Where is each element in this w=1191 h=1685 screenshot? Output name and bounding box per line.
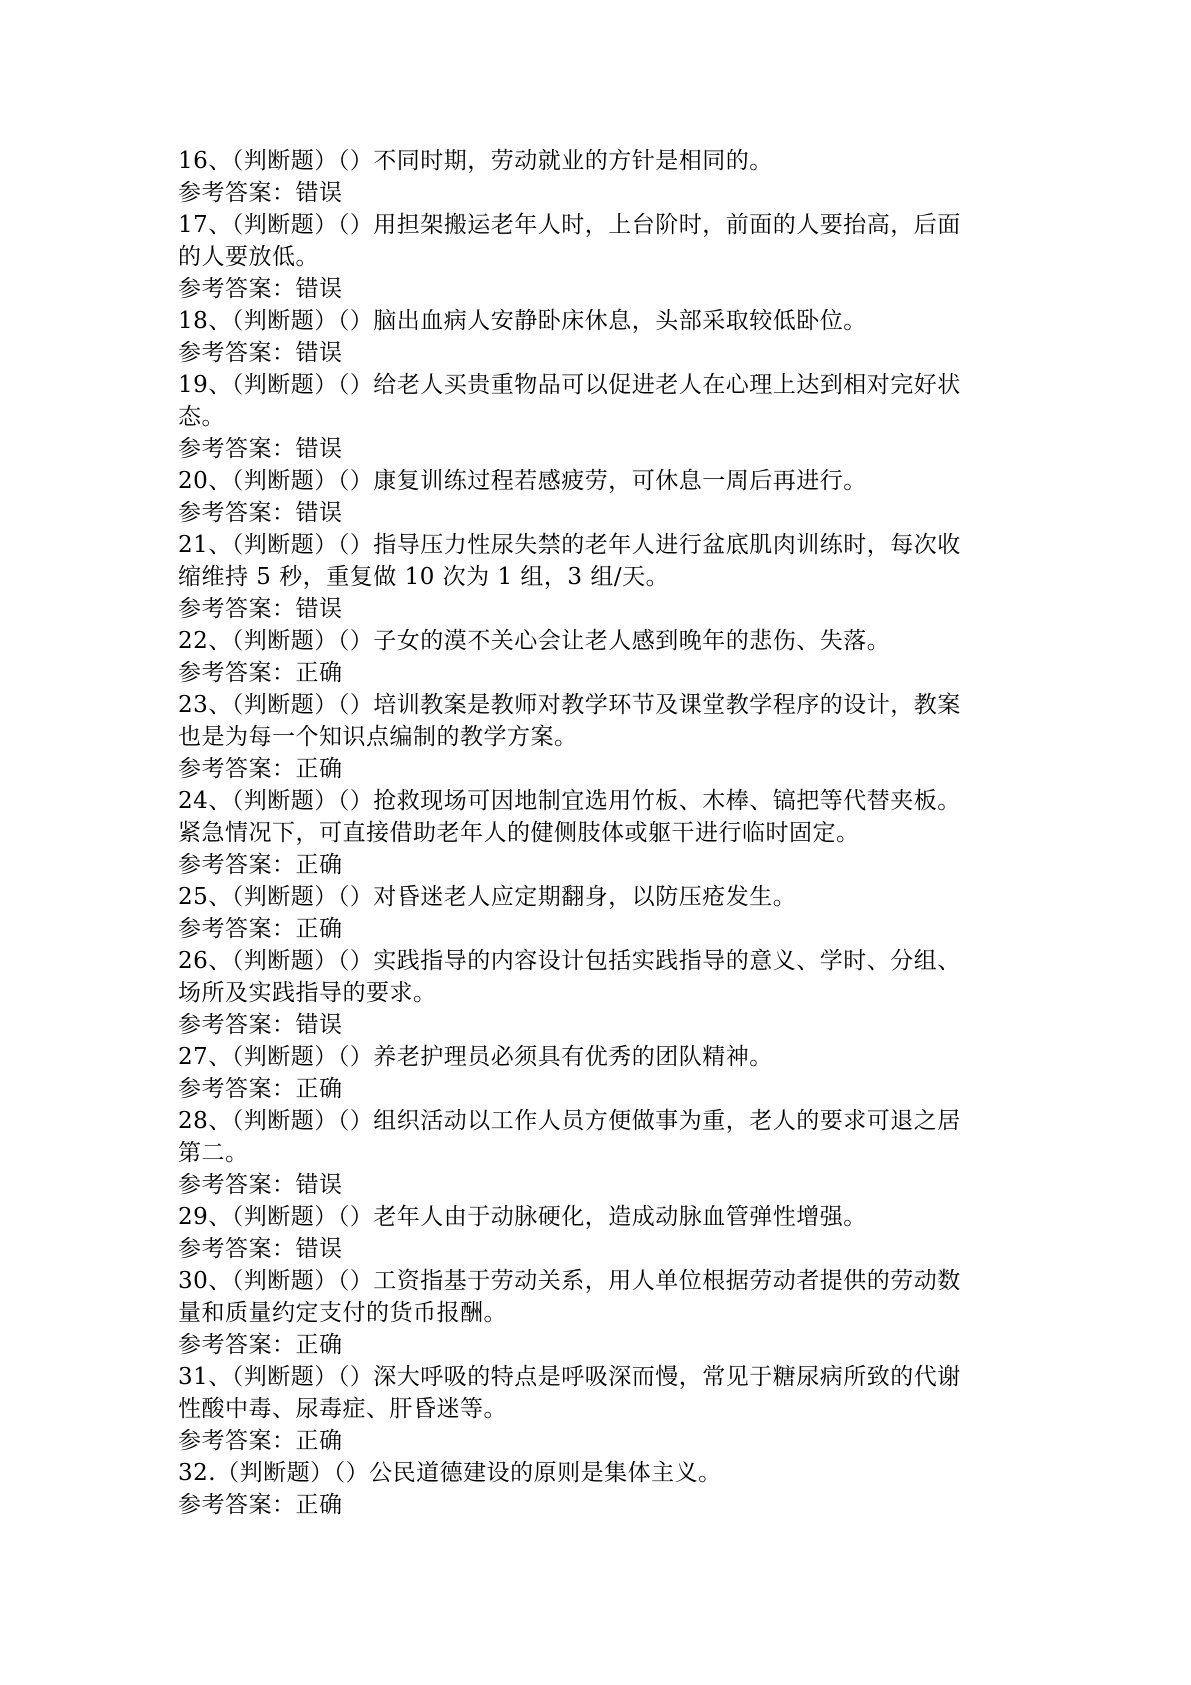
- question-text-line: 25、（判断题）（）对昏迷老人应定期翻身，以防压疮发生。: [178, 884, 797, 910]
- question-text-line: 32.（判断题）（）公民道德建设的原则是集体主义。: [178, 1460, 722, 1486]
- question-text-line: 也是为每一个知识点编制的教学方案。: [178, 724, 578, 750]
- answer-line: 参考答案：正确: [178, 1332, 343, 1358]
- answer-line: 参考答案：错误: [178, 180, 343, 206]
- question-text-line: 性酸中毒、尿毒症、肝昏迷等。: [178, 1396, 507, 1422]
- answer-line: 参考答案：正确: [178, 660, 343, 686]
- answer-line: 参考答案：正确: [178, 916, 343, 942]
- question-item: [178, 529, 1008, 625]
- question-item: [178, 305, 1008, 369]
- question-text-line: 第二。: [178, 1140, 249, 1166]
- document-page: [178, 145, 1008, 1521]
- answer-line: 参考答案：正确: [178, 1428, 343, 1454]
- question-item: [178, 209, 1008, 305]
- question-item: [178, 625, 1008, 689]
- question-text-line: 紧急情况下，可直接借助老年人的健侧肢体或躯干进行临时固定。: [178, 820, 860, 846]
- question-text-line: 30、（判断题）（）工资指基于劳动关系，用人单位根据劳动者提供的劳动数: [178, 1268, 961, 1294]
- answer-line: 参考答案：错误: [178, 1012, 343, 1038]
- question-item: [178, 785, 1008, 881]
- question-item: [178, 689, 1008, 785]
- answer-line: 参考答案：正确: [178, 1076, 343, 1102]
- question-item: [178, 1105, 1008, 1201]
- answer-line: 参考答案：正确: [178, 756, 343, 782]
- question-text-line: 的人要放低。: [178, 244, 319, 270]
- question-text-line: 场所及实践指导的要求。: [178, 980, 437, 1006]
- question-text-line: 28、（判断题）（）组织活动以工作人员方便做事为重，老人的要求可退之居: [178, 1108, 961, 1134]
- question-item: [178, 881, 1008, 945]
- question-item: [178, 1265, 1008, 1361]
- question-item: [178, 465, 1008, 529]
- question-text-line: 19、（判断题）（）给老人买贵重物品可以促进老人在心理上达到相对完好状: [178, 372, 961, 398]
- question-item: [178, 1457, 1008, 1521]
- question-text-line: 量和质量约定支付的货币报酬。: [178, 1300, 507, 1326]
- answer-line: 参考答案：错误: [178, 340, 343, 366]
- question-text-line: 31、（判断题）（）深大呼吸的特点是呼吸深而慢，常见于糖尿病所致的代谢: [178, 1364, 961, 1390]
- question-text-line: 24、（判断题）（）抢救现场可因地制宜选用竹板、木棒、镐把等代替夹板。: [178, 788, 961, 814]
- question-item: [178, 369, 1008, 465]
- answer-line: 参考答案：错误: [178, 596, 343, 622]
- answer-line: 参考答案：正确: [178, 1492, 343, 1518]
- question-text-line: 态。: [178, 404, 225, 430]
- question-text-line: 22、（判断题）（）子女的漠不关心会让老人感到晚年的悲伤、失落。: [178, 628, 891, 654]
- question-text-line: 18、（判断题）（）脑出血病人安静卧床休息，头部采取较低卧位。: [178, 308, 867, 334]
- question-text-line: 26、（判断题）（）实践指导的内容设计包括实践指导的意义、学时、分组、: [178, 948, 961, 974]
- question-item: [178, 1361, 1008, 1457]
- question-item: [178, 945, 1008, 1041]
- answer-line: 参考答案：错误: [178, 1236, 343, 1262]
- question-text-line: 17、（判断题）（）用担架搬运老年人时，上台阶时，前面的人要抬高，后面: [178, 212, 961, 238]
- answer-line: 参考答案：错误: [178, 1172, 343, 1198]
- question-text-line: 缩维持 5 秒，重复做 10 次为 1 组，3 组/天。: [178, 564, 670, 590]
- question-text-line: 20、（判断题）（）康复训练过程若感疲劳，可休息一周后再进行。: [178, 468, 867, 494]
- question-item: [178, 145, 1008, 209]
- answer-line: 参考答案：错误: [178, 500, 343, 526]
- answer-line: 参考答案：错误: [178, 436, 343, 462]
- question-text-line: 27、（判断题）（）养老护理员必须具有优秀的团队精神。: [178, 1044, 773, 1070]
- answer-line: 参考答案：错误: [178, 276, 343, 302]
- question-item: [178, 1201, 1008, 1265]
- question-text-line: 21、（判断题）（）指导压力性尿失禁的老年人进行盆底肌肉训练时，每次收: [178, 532, 961, 558]
- answer-line: 参考答案：正确: [178, 852, 343, 878]
- question-item: [178, 1041, 1008, 1105]
- question-text-line: 23、（判断题）（）培训教案是教师对教学环节及课堂教学程序的设计，教案: [178, 692, 961, 718]
- question-text-line: 16、（判断题）（）不同时期，劳动就业的方针是相同的。: [178, 148, 773, 174]
- question-text-line: 29、（判断题）（）老年人由于动脉硬化，造成动脉血管弹性增强。: [178, 1204, 867, 1230]
